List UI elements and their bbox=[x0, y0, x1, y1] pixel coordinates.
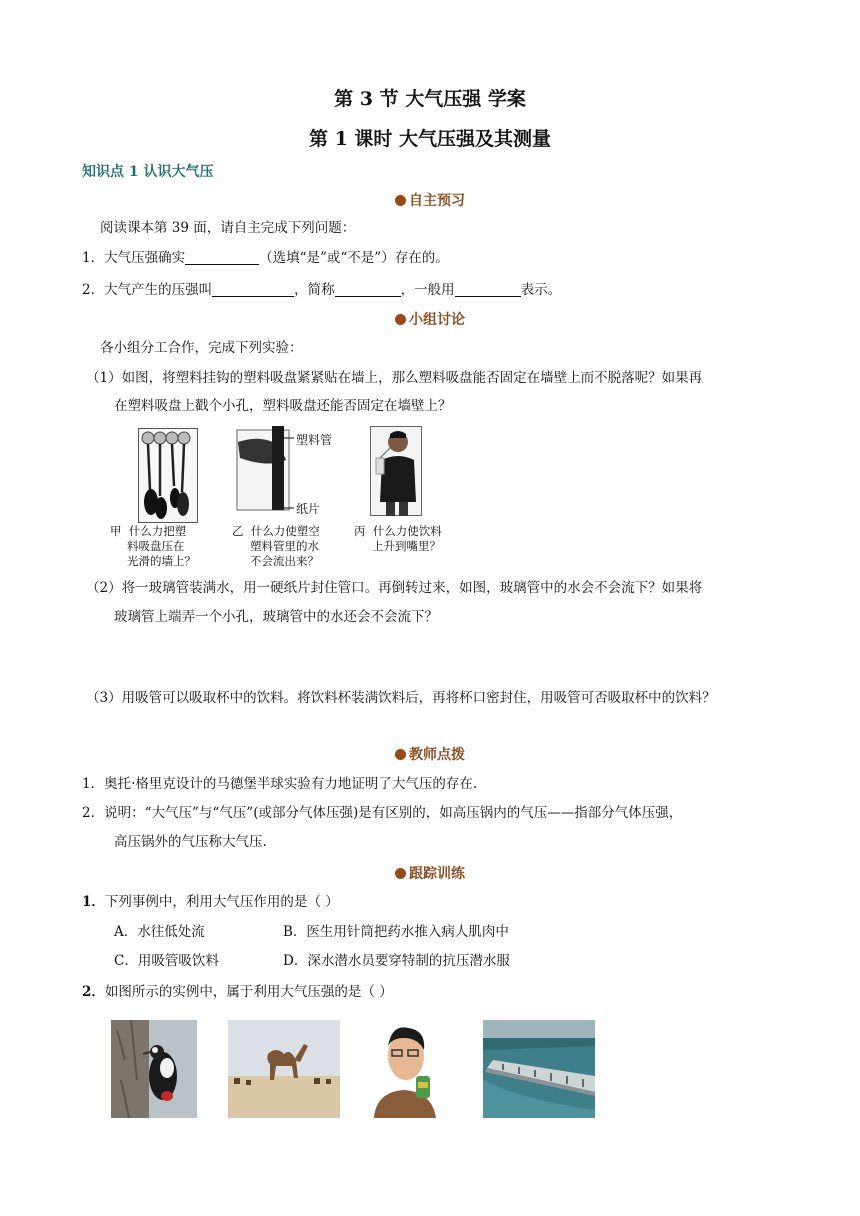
suction-hook-figure bbox=[138, 428, 198, 523]
caption-c-line-2: 上升到嘴里？ bbox=[372, 539, 441, 553]
dam-photo bbox=[483, 1020, 595, 1118]
teacher-point-1: 1．奥托·格里克设计的马德堡半球实验有力地证明了大气压的存在. bbox=[82, 776, 478, 792]
answer-blank[interactable] bbox=[455, 281, 521, 297]
training-q1: 1．下列事例中，利用大气压作用的是（ ） bbox=[82, 894, 339, 910]
man-drinking-photo bbox=[368, 1020, 440, 1118]
caption-a-line-3: 光滑的墙上？ bbox=[127, 554, 196, 568]
option-b[interactable]: B．医生用针筒把药水推入病人肌肉中 bbox=[283, 924, 509, 940]
caption-b-line-3: 不会流出来？ bbox=[250, 554, 319, 568]
bullet-dot-icon bbox=[395, 749, 406, 760]
answer-blank[interactable] bbox=[185, 249, 259, 265]
preview-q2: 2．大气产生的压强叫 ，简称 ，一般用 表示。 bbox=[82, 282, 562, 298]
section-discussion: 小组讨论 bbox=[0, 309, 860, 329]
option-a[interactable]: A．水往低处流 bbox=[114, 924, 205, 940]
bullet-dot-icon bbox=[395, 195, 406, 206]
preview-q1: 1．大气压强确实 （选填“是”或“不是”）存在的。 bbox=[82, 250, 449, 266]
boy-drinking-figure bbox=[370, 426, 422, 516]
caption-a: 甲 什么力把塑 bbox=[110, 524, 187, 538]
bullet-dot-icon bbox=[395, 868, 406, 879]
section-teacher: 教师点拨 bbox=[0, 744, 860, 764]
teacher-point-2-line-2: 高压锅外的气压称大气压. bbox=[114, 834, 267, 850]
caption-b-line-2: 塑料管里的水 bbox=[250, 539, 319, 553]
preview-intro: 阅读课本第 39 面，请自主完成下列问题： bbox=[100, 220, 356, 236]
teacher-point-2: 2．说明：“大气压”与“气压”(或部分气体压强)是有区别的，如高压锅内的气压——指部分气体压强， bbox=[82, 805, 683, 821]
experiment-2-line-1: （2）将一玻璃管装满水，用一硬纸片封住管口。再倒转过来，如图，玻璃管中的水会不会流下？如果将 bbox=[86, 580, 703, 596]
option-c[interactable]: C．用吸管吸饮料 bbox=[114, 953, 219, 969]
bullet-dot-icon bbox=[395, 314, 406, 325]
discussion-intro: 各小组分工合作，完成下列实验： bbox=[100, 340, 303, 356]
option-d[interactable]: D．深水潜水员要穿特制的抗压潜水服 bbox=[283, 953, 510, 969]
section-preview: 自主预习 bbox=[0, 190, 860, 210]
knowledge-point-heading: 知识点 1 认识大气压 bbox=[82, 164, 214, 180]
page-subtitle: 第 1 课时 大气压强及其测量 bbox=[308, 128, 552, 150]
answer-blank[interactable] bbox=[335, 281, 401, 297]
woodpecker-photo bbox=[111, 1020, 197, 1118]
experiment-1-line-1: （1）如图，将塑料挂钩的塑料吸盘紧紧贴在墙上，那么塑料吸盘能否固定在墙壁上而不脱落呢？如果再 bbox=[86, 370, 703, 386]
camel-photo bbox=[228, 1020, 340, 1118]
caption-a-line-2: 料吸盘压在 bbox=[127, 539, 185, 553]
page-title: 第 3 节 大气压强 学案 bbox=[334, 88, 526, 110]
experiment-3: （3）用吸管可以吸取杯中的饮料。将饮料杯装满饮料后，再将杯口密封住，用吸管可否吸取杯中的饮料？ bbox=[86, 690, 716, 706]
training-q2: 2．如图所示的实例中，属于利用大气压强的是（ ） bbox=[82, 984, 393, 1000]
answer-blank[interactable] bbox=[212, 281, 294, 297]
section-training: 跟踪训练 bbox=[0, 863, 860, 883]
tube-label: 塑料管 bbox=[296, 433, 333, 447]
caption-c: 丙 什么力使饮料 bbox=[354, 524, 442, 538]
paper-label: 纸片 bbox=[296, 502, 321, 516]
caption-b: 乙 什么力使塑空 bbox=[232, 524, 320, 538]
experiment-1-line-2: 在塑料吸盘上戳个小孔，塑料吸盘还能否固定在墙壁上？ bbox=[114, 398, 452, 414]
experiment-2-line-2: 玻璃管上端弄一个小孔，玻璃管中的水还会不会流下？ bbox=[114, 609, 438, 625]
